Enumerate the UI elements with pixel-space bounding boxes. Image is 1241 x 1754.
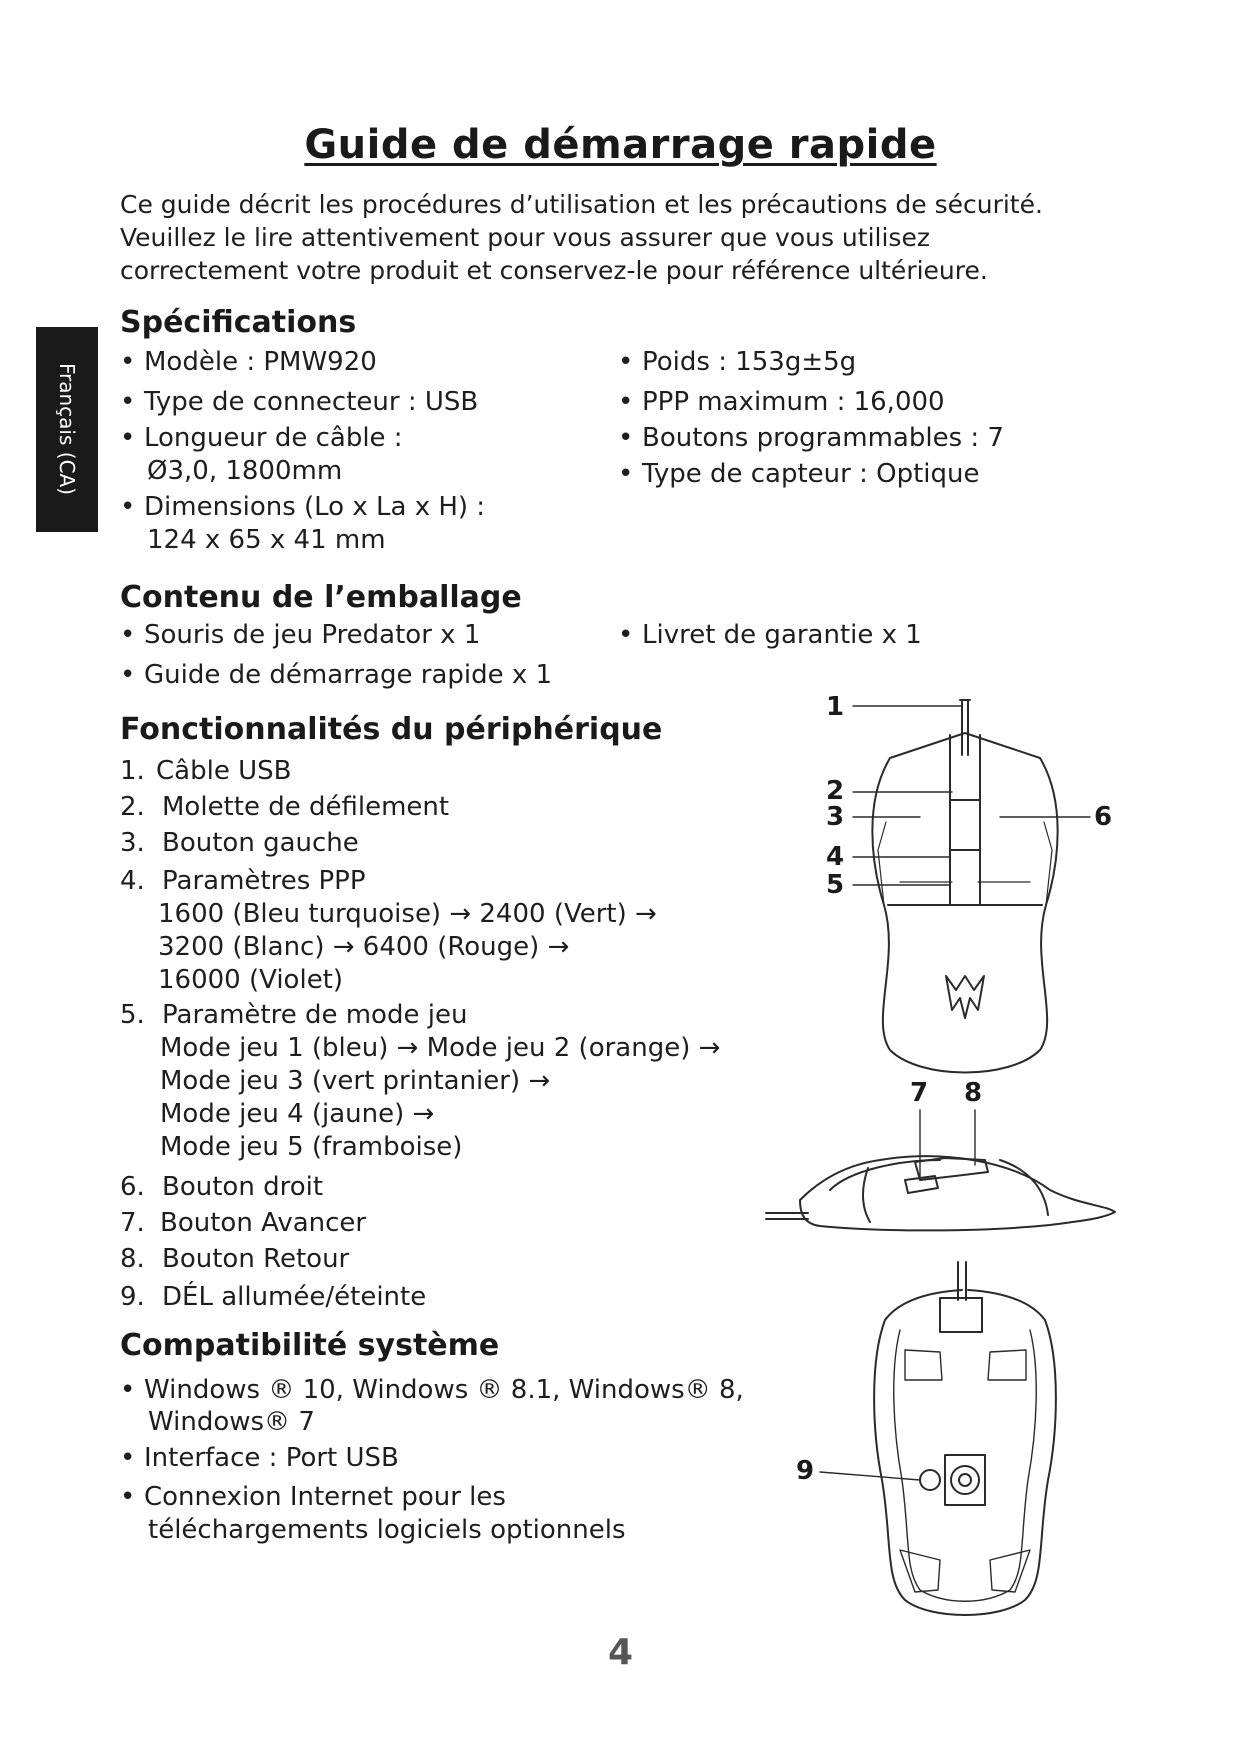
callout-2: 2 bbox=[826, 776, 845, 806]
feature-subline: Mode jeu 4 (jaune) → bbox=[160, 1099, 435, 1129]
feature-subline: 1600 (Bleu turquoise) → 2400 (Vert) → bbox=[158, 899, 657, 929]
feature-label: Bouton gauche bbox=[162, 828, 359, 858]
feature-label: Paramètre de mode jeu bbox=[162, 1000, 468, 1030]
feature-number: 6. bbox=[120, 1172, 145, 1202]
feature-number: 2. bbox=[120, 792, 145, 822]
features-heading: Fonctionnalités du périphérique bbox=[120, 712, 663, 747]
callout-9: 9 bbox=[796, 1456, 815, 1486]
callout-leaders bbox=[820, 706, 1090, 1480]
feature-number: 1. bbox=[120, 756, 145, 786]
feature-number: 4. bbox=[120, 866, 145, 896]
language-tab-label: Français (CA) bbox=[55, 362, 79, 496]
callout-7: 7 bbox=[910, 1078, 929, 1108]
package-heading: Contenu de l’emballage bbox=[120, 580, 522, 615]
feature-number: 8. bbox=[120, 1244, 145, 1274]
callout-3: 3 bbox=[826, 802, 845, 832]
feature-label: Paramètres PPP bbox=[162, 866, 366, 896]
callout-8: 8 bbox=[964, 1078, 983, 1108]
feature-subline: Mode jeu 3 (vert printanier) → bbox=[160, 1066, 551, 1096]
feature-subline: 3200 (Blanc) → 6400 (Rouge) → bbox=[158, 932, 570, 962]
intro-line: correctement votre produit et conservez-le pour référence ultérieure. bbox=[120, 256, 988, 285]
callout-6: 6 bbox=[1094, 802, 1113, 832]
page-title: Guide de démarrage rapide bbox=[304, 122, 937, 168]
feature-subline: Mode jeu 5 (framboise) bbox=[160, 1132, 463, 1162]
feature-label: Bouton Retour bbox=[162, 1244, 350, 1274]
callout-5: 5 bbox=[826, 870, 845, 900]
feature-subline: 16000 (Violet) bbox=[158, 965, 344, 995]
feature-subline: Mode jeu 1 (bleu) → Mode jeu 2 (orange) → bbox=[160, 1033, 721, 1063]
intro-line: Veuillez le lire attentivement pour vous assurer que vous utilisez bbox=[120, 223, 930, 252]
feature-label: Bouton Avancer bbox=[160, 1208, 367, 1238]
intro-line: Ce guide décrit les procédures d’utilisation et les précautions de sécurité. bbox=[120, 190, 1043, 219]
feature-number: 7. bbox=[120, 1208, 145, 1238]
mouse-bottom-view bbox=[874, 1262, 1056, 1615]
feature-label: Molette de défilement bbox=[162, 792, 450, 822]
compat-heading: Compatibilité système bbox=[120, 1328, 500, 1363]
callout-4: 4 bbox=[826, 842, 845, 872]
feature-label: Bouton droit bbox=[162, 1172, 324, 1202]
feature-number: 9. bbox=[120, 1282, 145, 1312]
callout-1: 1 bbox=[826, 692, 845, 722]
feature-number: 3. bbox=[120, 828, 145, 858]
mouse-top-view bbox=[872, 700, 1057, 1073]
specifications-heading: Spécifications bbox=[120, 305, 357, 340]
feature-label: Câble USB bbox=[156, 756, 292, 786]
feature-number: 5. bbox=[120, 1000, 145, 1030]
page-number: 4 bbox=[607, 1632, 634, 1673]
feature-label: DÉL allumée/éteinte bbox=[162, 1282, 427, 1312]
mouse-side-view bbox=[766, 1156, 1115, 1230]
